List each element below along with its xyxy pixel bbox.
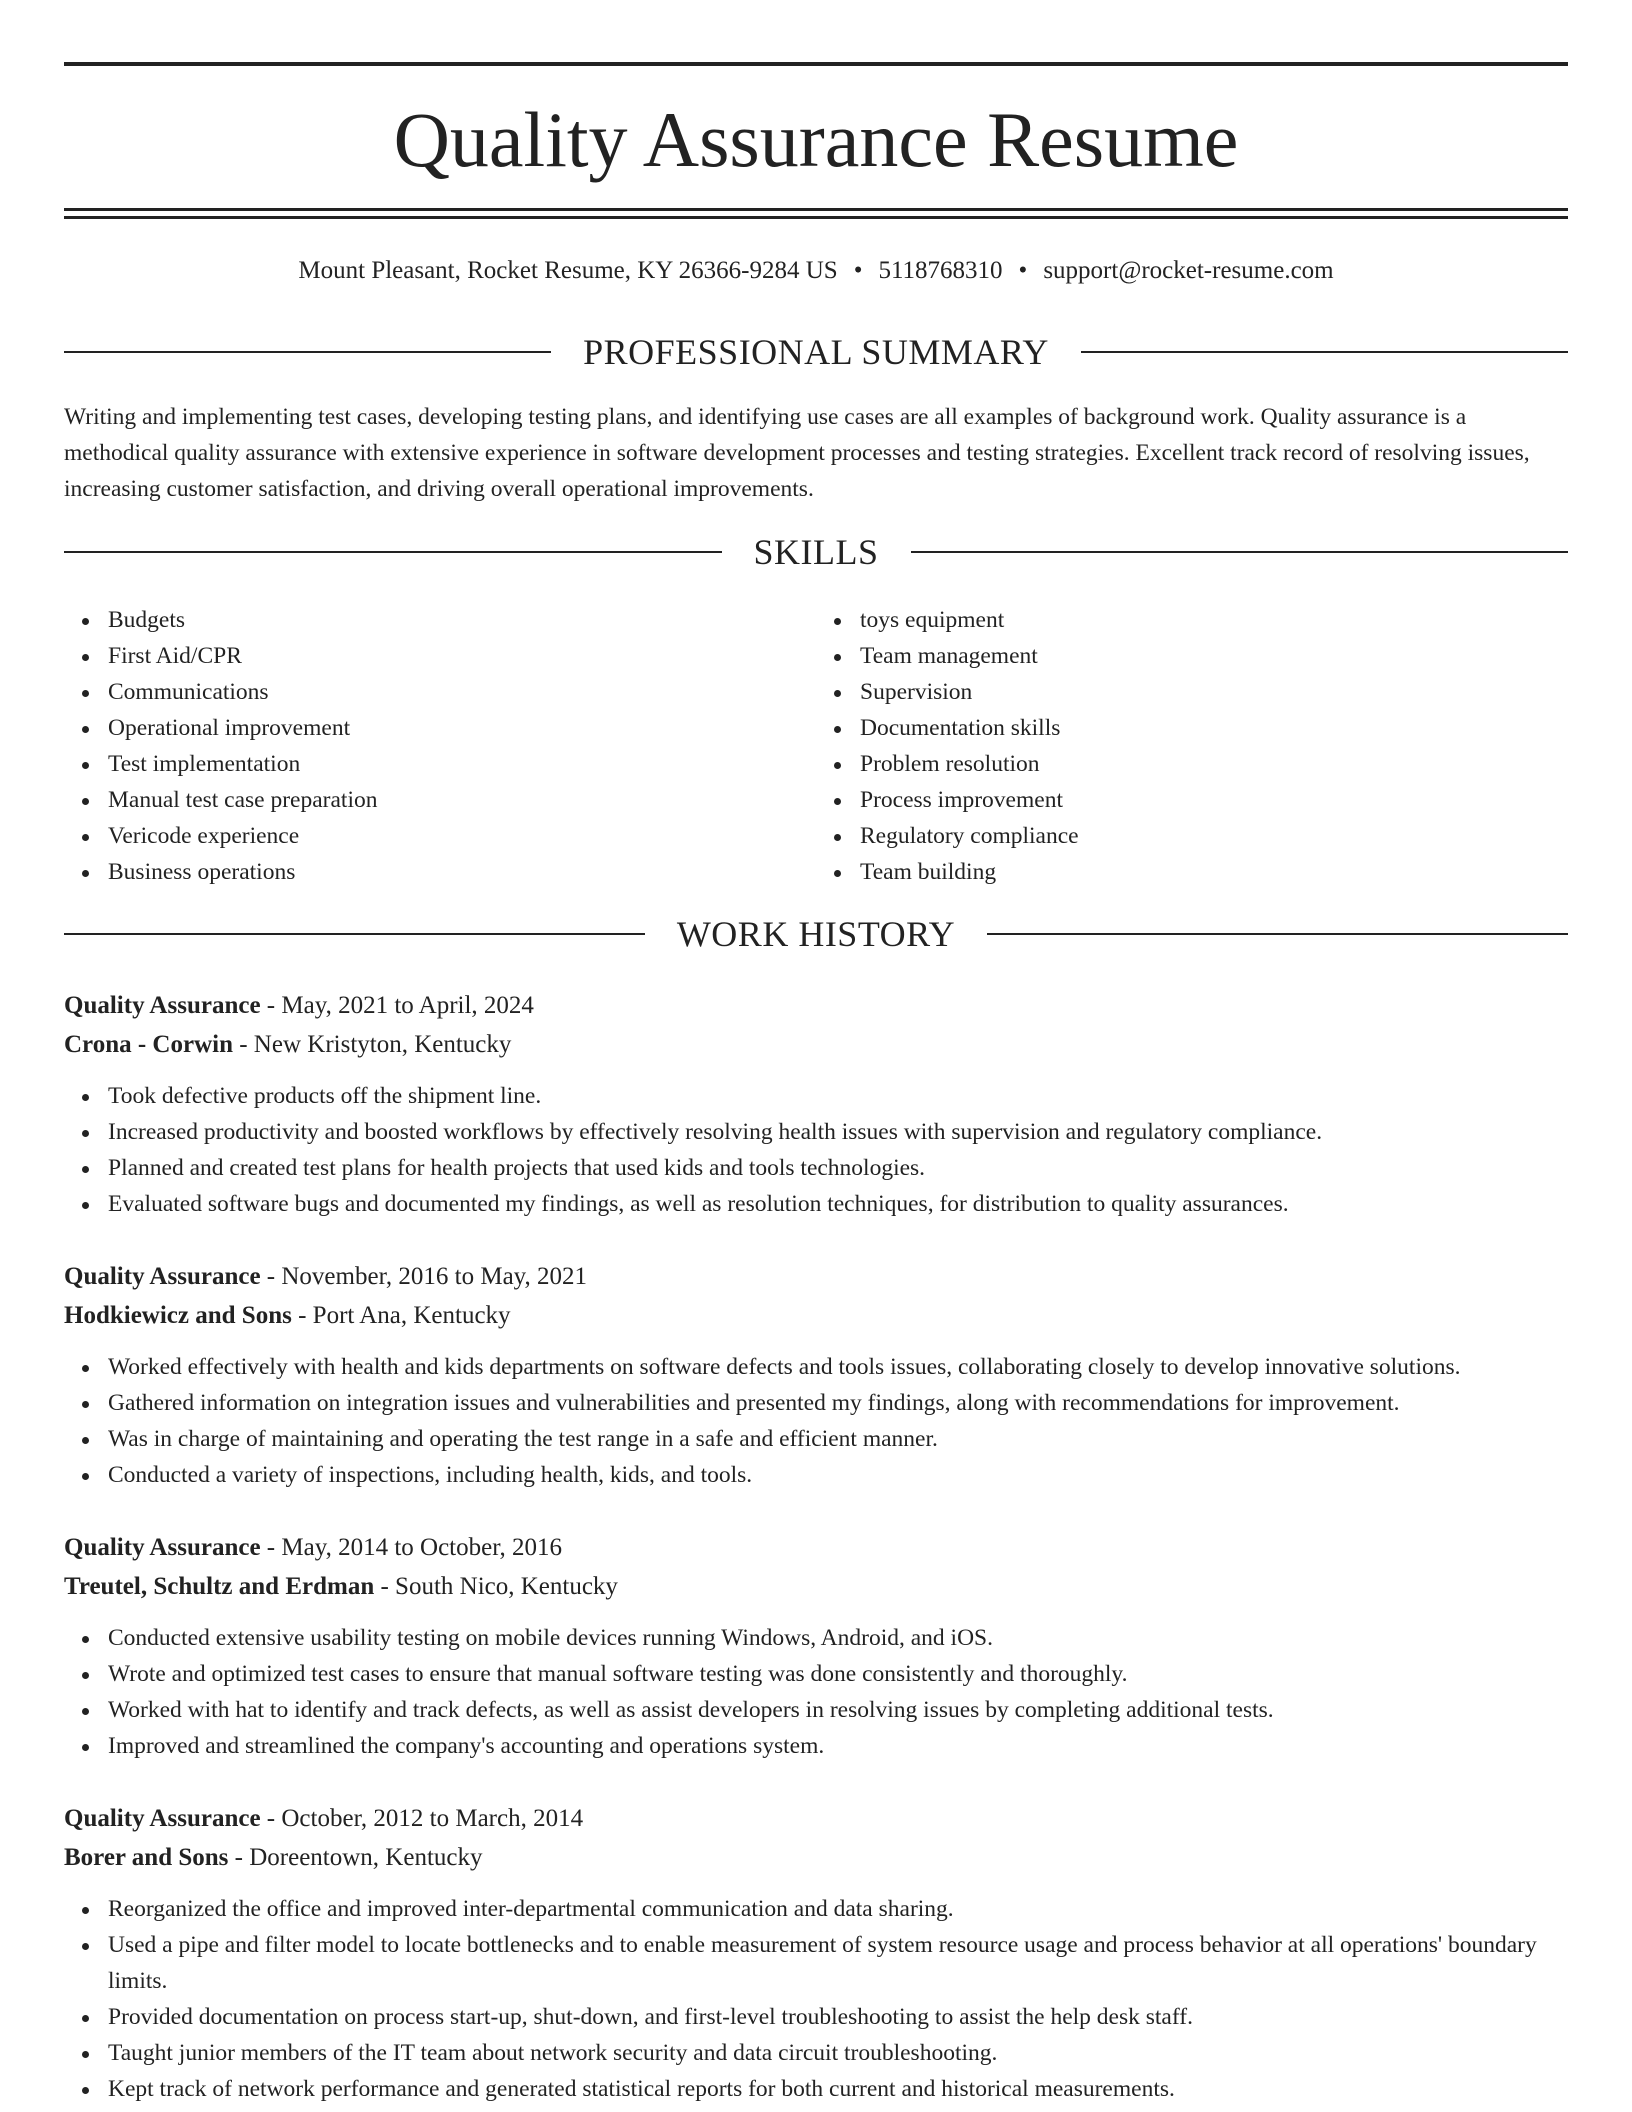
contact-separator: •	[853, 257, 863, 284]
summary-heading-label: PROFESSIONAL SUMMARY	[583, 332, 1049, 372]
job-title: Quality Assurance	[64, 992, 261, 1019]
job-bullet: Improved and streamlined the company's accounting and operations system.	[108, 1728, 1568, 1764]
work-heading	[64, 912, 1568, 956]
job-bullet: Conducted a variety of inspections, including health, kids, and tools.	[108, 1457, 1568, 1493]
job-company: Treutel, Schultz and Erdman	[64, 1573, 375, 1600]
skill-item: Operational improvement	[108, 710, 816, 746]
job-bullet: Kept track of network performance and generated statistical reports for both current and historical measurements.	[108, 2071, 1568, 2107]
job-title: Quality Assurance	[64, 1534, 261, 1561]
skill-item: Manual test case preparation	[108, 782, 816, 818]
skill-item: Budgets	[108, 602, 816, 638]
job-location: - Port Ana, Kentucky	[291, 1302, 511, 1329]
job-bullets	[64, 1078, 1568, 1222]
job-bullet: Gathered information on integration issues and vulnerabilities and presented my findings, along with recommendations for improvement.	[108, 1385, 1568, 1421]
job-company-row	[64, 1567, 1568, 1606]
job-company: Borer and Sons	[64, 1844, 229, 1871]
title-rule-upper	[64, 208, 1568, 211]
heading-rule-left	[64, 551, 722, 553]
skill-item: Vericode experience	[108, 818, 816, 854]
skills-column-left	[64, 602, 816, 890]
job-company-row	[64, 1025, 1568, 1064]
job-bullets	[64, 1349, 1568, 1493]
job-title-row	[64, 1257, 1568, 1296]
skill-item: Test implementation	[108, 746, 816, 782]
work-heading-label: WORK HISTORY	[676, 914, 956, 954]
skill-item: Problem resolution	[860, 746, 1568, 782]
job-entry	[64, 986, 1568, 1222]
contact-address: Mount Pleasant, Rocket Resume, KY 26366-9284 US	[298, 257, 838, 284]
job-location: - New Kristyton, Kentucky	[232, 1031, 512, 1058]
job-bullet: Was in charge of maintaining and operating the test range in a safe and efficient manner.	[108, 1421, 1568, 1457]
job-company: Hodkiewicz and Sons	[64, 1302, 292, 1329]
job-bullet: Worked with hat to identify and track defects, as well as assist developers in resolving issues by completing additional tests.	[108, 1692, 1568, 1728]
contact-email: support@rocket-resume.com	[1043, 257, 1334, 284]
job-dates: - May, 2014 to October, 2016	[260, 1534, 563, 1561]
heading-rule-left	[64, 933, 645, 935]
job-company: Crona - Corwin	[64, 1031, 233, 1058]
skill-item: Business operations	[108, 854, 816, 890]
contact-line	[64, 254, 1568, 288]
job-bullet: Planned and created test plans for health projects that used kids and tools technologies.	[108, 1150, 1568, 1186]
top-rule	[64, 62, 1568, 66]
contact-separator: •	[1018, 257, 1028, 284]
job-location: - Doreentown, Kentucky	[228, 1844, 483, 1871]
summary-heading	[64, 330, 1568, 374]
resume-title: Quality Assurance Resume	[393, 96, 1239, 183]
job-entry	[64, 1257, 1568, 1493]
skill-item: First Aid/CPR	[108, 638, 816, 674]
job-title: Quality Assurance	[64, 1263, 261, 1290]
title-rule-lower	[64, 216, 1568, 219]
skill-item: Team building	[860, 854, 1568, 890]
job-dates: - May, 2021 to April, 2024	[260, 992, 534, 1019]
job-bullets	[64, 1620, 1568, 1764]
skill-item: Team management	[860, 638, 1568, 674]
job-bullet: Taught junior members of the IT team about network security and data circuit troubleshooting.	[108, 2035, 1568, 2071]
job-bullet: Reorganized the office and improved inter-departmental communication and data sharing.	[108, 1891, 1568, 1927]
job-bullet: Provided documentation on process start-up, shut-down, and first-level troubleshooting to assist the help desk staff.	[108, 1999, 1568, 2035]
job-bullet: Increased productivity and boosted workflows by effectively resolving health issues with supervision and regulatory compliance.	[108, 1114, 1568, 1150]
job-company-row	[64, 1296, 1568, 1335]
skills-heading	[64, 530, 1568, 574]
job-bullet: Evaluated software bugs and documented my findings, as well as resolution techniques, for distribution to quality assurances.	[108, 1186, 1568, 1222]
skill-item: Documentation skills	[860, 710, 1568, 746]
job-bullet: Took defective products off the shipment line.	[108, 1078, 1568, 1114]
job-entry	[64, 1528, 1568, 1764]
job-title-row	[64, 1799, 1568, 1838]
job-bullet: Wrote and optimized test cases to ensure that manual software testing was done consistently and thoroughly.	[108, 1656, 1568, 1692]
job-bullet: Worked effectively with health and kids departments on software defects and tools issues, collaborating closely to develop innovative solutions.	[108, 1349, 1568, 1385]
skill-item: Supervision	[860, 674, 1568, 710]
job-bullet: Conducted extensive usability testing on mobile devices running Windows, Android, and iOS.	[108, 1620, 1568, 1656]
job-company-row	[64, 1838, 1568, 1877]
heading-rule-right	[1081, 351, 1568, 353]
skill-item: Process improvement	[860, 782, 1568, 818]
contact-phone: 5118768310	[878, 257, 1003, 284]
skills-list	[64, 602, 1568, 890]
heading-rule-right	[987, 933, 1568, 935]
job-entry	[64, 1799, 1568, 2107]
job-title-row	[64, 1528, 1568, 1567]
job-location: - South Nico, Kentucky	[374, 1573, 618, 1600]
job-bullet: Used a pipe and filter model to locate bottlenecks and to enable measurement of system resource usage and process behavior at all operations' boundary limits.	[108, 1927, 1568, 1999]
job-title-row	[64, 986, 1568, 1025]
skill-item: toys equipment	[860, 602, 1568, 638]
summary-text: Writing and implementing test cases, developing testing plans, and identifying use cases are all examples of background work. Quality assurance is a methodical quality assurance with extensive experience in software development processes and testing strategies. Excellent track record of resolving issues, increasing customer satisfaction, and driving overall operational improvements.	[64, 404, 1530, 502]
job-title: Quality Assurance	[64, 1805, 261, 1832]
skill-item: Regulatory compliance	[860, 818, 1568, 854]
job-dates: - November, 2016 to May, 2021	[260, 1263, 588, 1290]
job-bullets	[64, 1891, 1568, 2107]
skills-heading-label: SKILLS	[753, 532, 879, 572]
skill-item: Communications	[108, 674, 816, 710]
skills-column-right	[816, 602, 1568, 890]
job-dates: - October, 2012 to March, 2014	[260, 1805, 584, 1832]
heading-rule-left	[64, 351, 551, 353]
heading-rule-right	[911, 551, 1569, 553]
